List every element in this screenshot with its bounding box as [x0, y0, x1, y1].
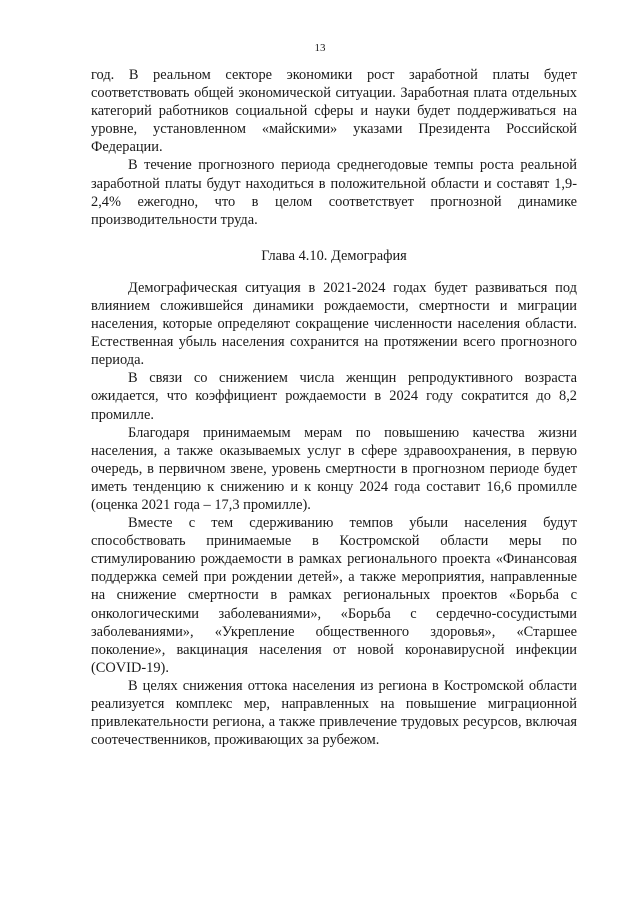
paragraph-wage-continuation: год. В реальном секторе экономики рост заработной платы будет соответствовать общей экономической ситуации. Заработная плата отдельных категорий работников социальной сферы и науки будет поддерживаться на уровне, установленном «майскими» указами Президента Российской Федерации. [91, 67, 577, 156]
paragraph-population-measures: Вместе с тем сдерживанию темпов убыли населения будут способствовать принимаемые в Костромской области меры по стимулированию рождаемости в рамках регионального проекта «Финансовая поддержка семей при рождении детей», а также мероприятия, направленные на снижение смертности в рамках региональных проектов «Борьба с онкологическими заболеваниями», «Борьба с сердечно-сосудистыми заболеваниями», «Укрепление общественного здоровья», «Старшее поколение», вакцинация населения от новой коронавирусной инфекции (COVID-19). [91, 515, 577, 676]
paragraph-migration: В целях снижения оттока населения из региона в Костромской области реализуется комплекс мер, направленных на повышение миграционной привлекательности региона, а также привлечение трудовых ресурсов, включая соотечественников, проживающих за рубежом. [91, 677, 577, 749]
document-body [91, 66, 577, 749]
page-number: 13 [314, 42, 326, 54]
section-heading: Глава 4.10. Демография [261, 247, 407, 264]
paragraph-birth-rate: В связи со снижением числа женщин репродуктивного возраста ожидается, что коэффициент рождаемости в 2024 году сократится до 8,2 промилле. [91, 370, 577, 423]
paragraph-demographic-situation: Демографическая ситуация в 2021-2024 годах будет развиваться под влиянием сложившейся динамики рождаемости, смертности и миграции населения, которые определяют сокращение численности населения области. Естественная убыль населения сохранится на протяжении всего прогнозного периода. [91, 279, 577, 369]
paragraph-mortality: Благодаря принимаемым мерам по повышению качества жизни населения, а также оказываемых услуг в сфере здравоохранения, в первую очередь, в первичном звене, уровень смертности в прогнозном периоде будет иметь тенденцию к снижению и к концу 2024 года составит 16,6 промилле (оценка 2021 года – 17,3 промилле). [91, 424, 577, 513]
paragraph-wage-growth: В течение прогнозного периода среднегодовые темпы роста реальной заработной платы будут находиться в положительной области и составят 1,9-2,4% ежегодно, что в целом соответствует прогнозной динамике производительности труда. [91, 157, 577, 228]
